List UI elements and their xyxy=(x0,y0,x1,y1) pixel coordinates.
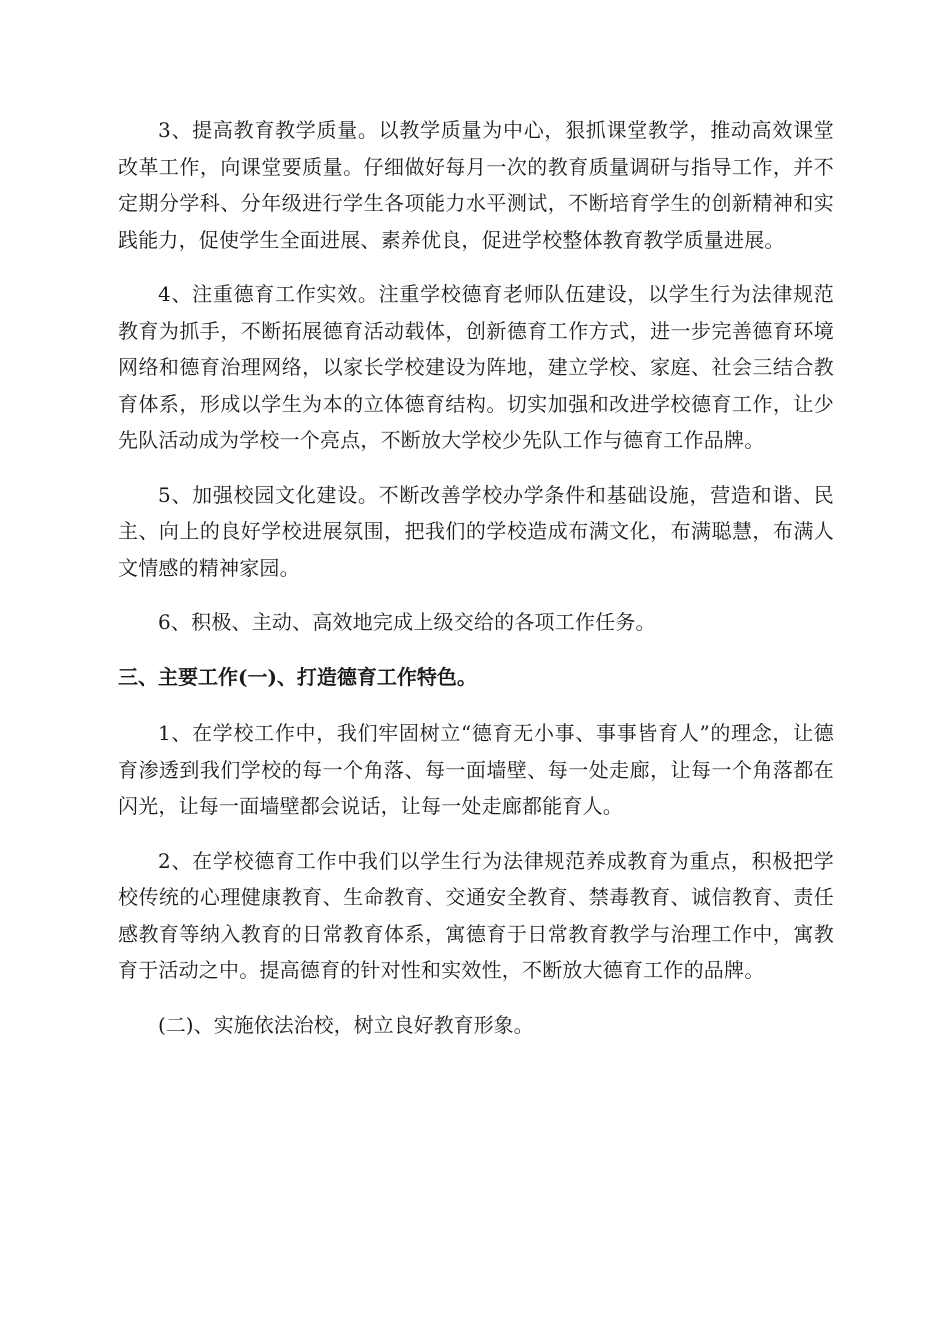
document-page xyxy=(118,112,834,1061)
paragraph-section-2: 2、在学校德育工作中我们以学生行为法律规范养成教育为重点，积极把学校传统的心理健康教育、生命教育、交通安全教育、禁毒教育、诚信教育、责任感教育等纳入教育的日常教育体系，寓德育于日常教育教学与治理工作中，寓教育于活动之中。提高德育的针对性和实效性，不断放大德育工作的品牌。 xyxy=(118,848,834,982)
subsection-heading: (二)、实施依法治校，树立良好教育形象。 xyxy=(158,1012,534,1037)
section-heading: 三、主要工作(一)、打造德育工作特色。 xyxy=(118,664,477,689)
paragraph-tasks: 6、积极、主动、高效地完成上级交给的各项工作任务。 xyxy=(158,610,656,634)
paragraph-moral-education: 4、注重德育工作实效。注重学校德育老师队伍建设，以学生行为法律规范教育为抓手，不断拓展德育活动载体，创新德育工作方式，进一步完善德育环境网络和德育治理网络，以家长学校建设为阵地，建立学校、家庭、社会三结合教育体系，形成以学生为本的立体德育结构。切实加强和改进学校德育工作，让少先队活动成为学校一个亮点，不断放大学校少先队工作与德育工作品牌。 xyxy=(118,282,834,452)
paragraph-campus-culture: 5、加强校园文化建设。不断改善学校办学条件和基础设施，营造和谐、民主、向上的良好学校进展氛围，把我们的学校造成布满文化，布满聪慧，布满人文情感的精神家园。 xyxy=(118,482,834,580)
paragraph-quality: 3、提高教育教学质量。以教学质量为中心，狠抓课堂教学，推动高效课堂改革工作，向课堂要质量。仔细做好每月一次的教育质量调研与指导工作，并不定期分学科、分年级进行学生各项能力水平测试，不断培育学生的创新精神和实践能力，促使学生全面进展、素养优良，促进学校整体教育教学质量进展。 xyxy=(118,118,834,252)
paragraph-section-1: 1、在学校工作中，我们牢固树立“德育无小事、事事皆育人”的理念，让德育渗透到我们学校的每一个角落、每一面墙壁、每一处走廊，让每一个角落都在闪光，让每一面墙壁都会说话，让每一处走廊都能育人。 xyxy=(118,721,834,818)
